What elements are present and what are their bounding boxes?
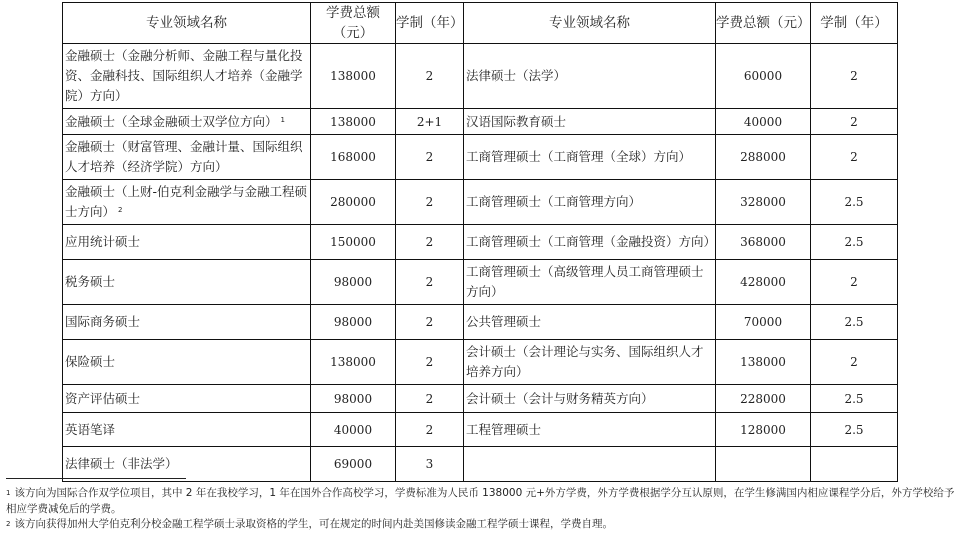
footnote-divider	[6, 478, 186, 479]
table-row	[63, 109, 898, 135]
program-name-left	[63, 44, 311, 109]
table-row	[63, 180, 898, 225]
program-name-text: 金融硕士（上财-伯克利金融学与金融工程硕士方向）	[65, 184, 308, 219]
tuition-fee-left: 168000	[311, 135, 396, 180]
program-name-right	[464, 180, 716, 225]
program-name-text: 国际商务硕士	[65, 314, 141, 329]
header-fee-left: 学费总额（元）	[311, 3, 396, 44]
header-duration-left: 学制（年）	[396, 3, 464, 44]
program-name-right	[464, 109, 716, 135]
tuition-fee-right: 368000	[716, 225, 811, 260]
program-name-right	[464, 135, 716, 180]
header-program-name-right: 专业领域名称	[464, 3, 716, 44]
duration-years-right: 2.5	[811, 180, 898, 225]
tuition-fee-left: 98000	[311, 260, 396, 305]
footnote-ref: 1	[280, 115, 285, 124]
footnote-ref: 2	[118, 206, 123, 214]
program-name-right	[464, 447, 716, 482]
table-row	[63, 260, 898, 305]
tuition-fee-right: 228000	[716, 385, 811, 413]
footnote-mark: 2	[6, 520, 11, 528]
duration-years-right	[811, 447, 898, 482]
tuition-fee-left: 280000	[311, 180, 396, 225]
tuition-fee-left: 98000	[311, 305, 396, 340]
header-duration-right: 学制（年）	[811, 3, 898, 44]
duration-years-right: 2	[811, 44, 898, 109]
duration-years-right: 2.5	[811, 385, 898, 413]
table-row	[63, 305, 898, 340]
tuition-fee-left: 69000	[311, 447, 396, 482]
program-name-right	[464, 260, 716, 305]
tuition-fee-left: 138000	[311, 109, 396, 135]
program-name-text: 工程管理硕士	[466, 421, 542, 437]
duration-years-right: 2	[811, 260, 898, 305]
program-name-text: 应用统计硕士	[65, 234, 141, 249]
header-program-name-left: 专业领域名称	[63, 3, 311, 44]
table-row	[63, 413, 898, 447]
program-name-text: 英语笔译	[65, 421, 116, 437]
table-row	[63, 44, 898, 109]
program-name-text: 金融硕士（金融分析师、金融工程与量化投资、金融科技、国际组织人才培养（金融学院）方向）	[65, 48, 303, 103]
tuition-fee-right: 128000	[716, 413, 811, 447]
program-name-text: 法律硕士（法学）	[466, 68, 567, 83]
duration-years-left: 3	[396, 447, 464, 482]
program-name-text: 工商管理硕士（工商管理方向）	[466, 194, 642, 209]
table-row	[63, 340, 898, 385]
duration-years-right: 2.5	[811, 225, 898, 260]
program-name-text: 汉语国际教育硕士	[466, 113, 567, 129]
table-row	[63, 385, 898, 413]
program-name-right	[464, 44, 716, 109]
tuition-fee-right: 138000	[716, 340, 811, 385]
program-name-left	[63, 260, 311, 305]
program-name-left	[63, 413, 311, 447]
program-name-right	[464, 305, 716, 340]
tuition-fee-right: 70000	[716, 305, 811, 340]
header-fee-right: 学费总额（元）	[716, 3, 811, 44]
duration-years-left: 2+1	[396, 109, 464, 135]
program-name-text: 保险硕士	[65, 354, 116, 369]
program-name-text: 金融硕士（全球金融硕士双学位方向）	[65, 113, 278, 129]
table-header-row	[63, 3, 898, 44]
tuition-fee-right: 40000	[716, 109, 811, 135]
tuition-fee-right: 60000	[716, 44, 811, 109]
tuition-fee-left: 98000	[311, 385, 396, 413]
program-name-left	[63, 447, 311, 482]
program-name-right	[464, 385, 716, 413]
program-name-left	[63, 109, 311, 135]
program-name-text: 法律硕士（非法学）	[65, 456, 178, 471]
footnote-2	[6, 517, 961, 533]
program-name-left	[63, 340, 311, 385]
program-name-text: 工商管理硕士（高级管理人员工商管理硕士方向）	[466, 264, 704, 299]
tuition-fee-left: 138000	[311, 44, 396, 109]
duration-years-left: 2	[396, 413, 464, 447]
program-name-left	[63, 135, 311, 180]
program-name-left	[63, 305, 311, 340]
tuition-fee-right	[716, 447, 811, 482]
footnote-text: 该方向获得加州大学伯克利分校金融工程学硕士录取资格的学生，可在规定的时间内赴美国修读金融工程学硕士课程，学费自理。	[14, 518, 613, 530]
program-name-right	[464, 225, 716, 260]
tuition-fee-right: 288000	[716, 135, 811, 180]
duration-years-left: 2	[396, 385, 464, 413]
footnote-mark: 1	[6, 489, 11, 497]
tuition-fee-right: 428000	[716, 260, 811, 305]
program-name-text: 会计硕士（会计理论与实务、国际组织人才培养方向）	[466, 344, 704, 379]
duration-years-left: 2	[396, 135, 464, 180]
duration-years-left: 2	[396, 225, 464, 260]
program-name-text: 工商管理硕士（工商管理（全球）方向）	[466, 149, 692, 164]
program-name-text: 资产评估硕士	[65, 390, 141, 406]
tuition-fee-left: 40000	[311, 413, 396, 447]
footnotes	[6, 486, 961, 533]
tuition-fee-left: 150000	[311, 225, 396, 260]
duration-years-right: 2.5	[811, 305, 898, 340]
program-name-text: 税务硕士	[65, 274, 116, 289]
footnote-1	[6, 486, 961, 517]
duration-years-left: 2	[396, 305, 464, 340]
duration-years-right: 2	[811, 340, 898, 385]
duration-years-right: 2.5	[811, 413, 898, 447]
table-row	[63, 135, 898, 180]
program-name-right	[464, 340, 716, 385]
program-name-left	[63, 180, 311, 225]
duration-years-left: 2	[396, 340, 464, 385]
tuition-fee-left: 138000	[311, 340, 396, 385]
duration-years-left: 2	[396, 44, 464, 109]
duration-years-left: 2	[396, 260, 464, 305]
table-row	[63, 225, 898, 260]
duration-years-right: 2	[811, 109, 898, 135]
program-name-left	[63, 385, 311, 413]
tuition-fee-right: 328000	[716, 180, 811, 225]
program-name-text: 会计硕士（会计与财务精英方向）	[466, 390, 654, 406]
tuition-table	[62, 2, 898, 482]
duration-years-left: 2	[396, 180, 464, 225]
program-name-left	[63, 225, 311, 260]
program-name-text: 金融硕士（财富管理、金融计量、国际组织人才培养（经济学院）方向）	[65, 139, 303, 174]
table-row	[63, 447, 898, 482]
duration-years-right: 2	[811, 135, 898, 180]
program-name-text: 公共管理硕士	[466, 314, 542, 329]
program-name-right	[464, 413, 716, 447]
footnote-text: 该方向为国际合作双学位项目，其中 2 年在我校学习，1 年在国外合作高校学习，学费标准为人民币 138000 元+外方学费，外方学费根据学分互认原则，在学生修满国内相应课程学分后，外方学校给予相应学费减免后的学费。	[6, 487, 955, 515]
program-name-text: 工商管理硕士（工商管理（金融投资）方向）	[466, 234, 717, 249]
